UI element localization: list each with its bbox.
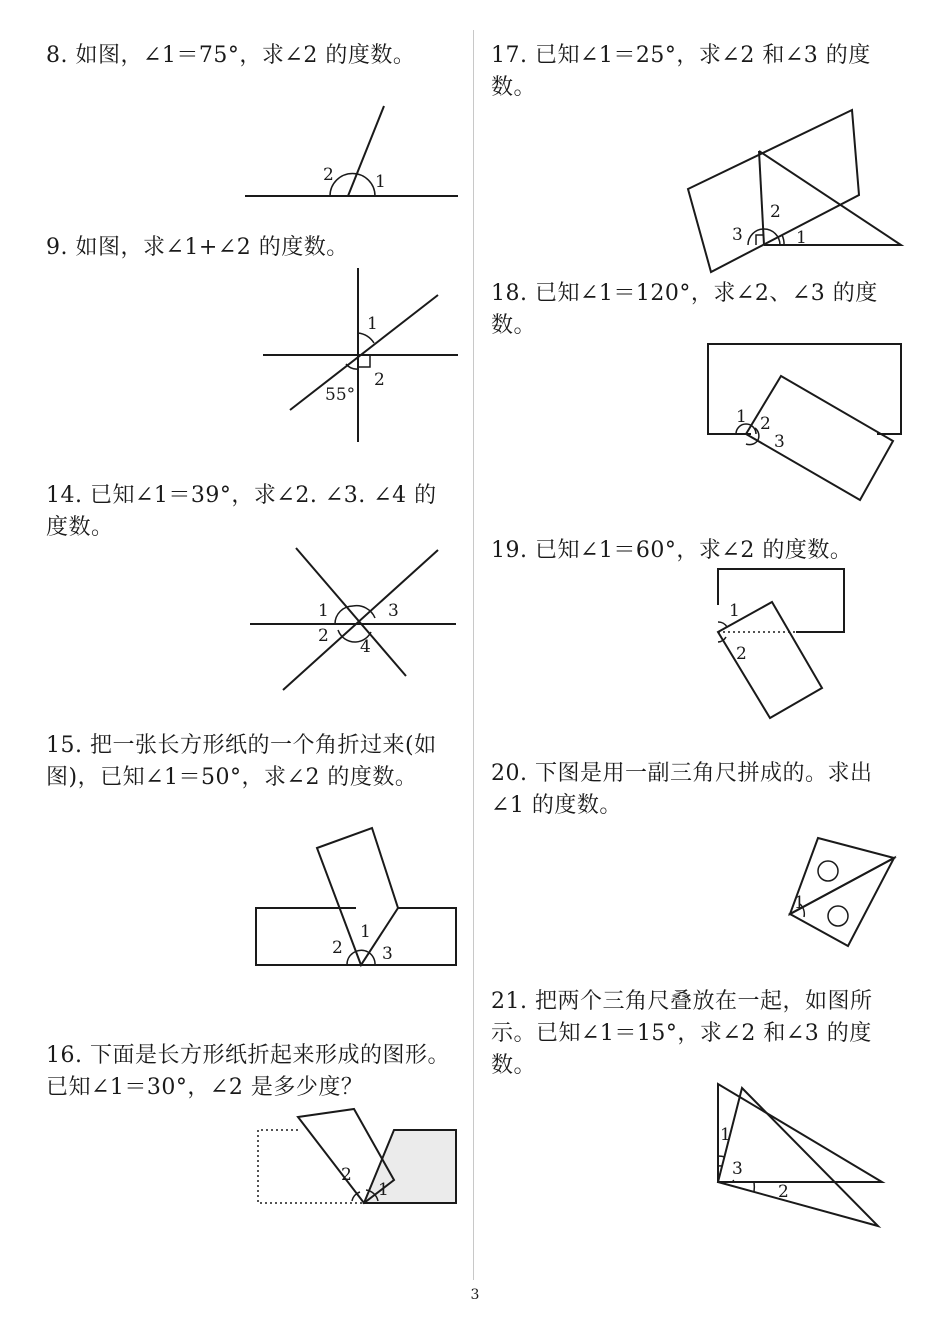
label-angle-2: 2 [332, 938, 343, 958]
column-divider [473, 30, 474, 1280]
label-angle-1: 1 [367, 314, 378, 334]
question-8: 8. 如图，∠1＝75°，求∠2 的度数。 [46, 43, 416, 68]
figure-q8 [240, 100, 465, 205]
label-angle-1: 1 [378, 1180, 389, 1200]
label-angle-1: 1 [794, 893, 805, 913]
label-angle-3: 3 [388, 601, 399, 621]
figure-q20 [786, 832, 906, 952]
label-angle-3: 3 [732, 225, 743, 245]
question-21: 21. 把两个三角尺叠放在一起，如图所示。已知∠1＝15°，求∠2 和∠3 的度数。 [491, 989, 873, 1078]
figure-q19 [712, 566, 852, 726]
question-16: 16. 下面是长方形纸折起来形成的图形。已知∠1＝30°，∠2 是多少度？ [46, 1043, 450, 1100]
label-angle-1: 1 [720, 1125, 731, 1145]
question-17: 17. 已知∠1＝25°，求∠2 和∠3 的度数。 [491, 43, 871, 100]
label-angle-2: 2 [323, 165, 334, 185]
figure-q9 [260, 265, 460, 445]
label-angle-1: 1 [360, 922, 371, 942]
label-angle-1: 1 [796, 228, 807, 248]
label-55-degrees: 55° [325, 385, 356, 405]
label-angle-1: 1 [375, 172, 386, 192]
page-number: 3 [470, 1287, 480, 1303]
figure-q16 [254, 1105, 460, 1210]
figure-q21 [712, 1080, 892, 1230]
label-angle-2: 2 [736, 644, 747, 664]
label-angle-4: 4 [360, 637, 371, 657]
label-angle-1: 1 [736, 407, 747, 427]
label-angle-3: 3 [774, 432, 785, 452]
label-angle-2: 2 [760, 414, 771, 434]
question-9: 9. 如图，求∠1+∠2 的度数。 [46, 235, 349, 260]
figure-q14 [248, 540, 458, 700]
figure-q15 [254, 825, 460, 970]
question-19: 19. 已知∠1＝60°，求∠2 的度数。 [491, 538, 853, 563]
figure-q17 [686, 105, 906, 280]
label-angle-3: 3 [382, 944, 393, 964]
label-angle-1: 1 [318, 601, 329, 621]
label-angle-2: 2 [374, 370, 385, 390]
question-15: 15. 把一张长方形纸的一个角折过来(如图)，已知∠1＝50°，求∠2 的度数。 [46, 733, 437, 790]
label-angle-2: 2 [318, 626, 329, 646]
figure-q18 [706, 340, 906, 505]
question-18: 18. 已知∠1＝120°，求∠2、∠3 的度数。 [491, 281, 878, 338]
label-angle-3: 3 [732, 1159, 743, 1179]
question-20: 20. 下图是用一副三角尺拼成的。求出∠1 的度数。 [491, 761, 873, 818]
label-angle-1: 1 [729, 601, 740, 621]
label-angle-2: 2 [770, 202, 781, 222]
label-angle-2: 2 [778, 1182, 789, 1202]
question-14: 14. 已知∠1＝39°，求∠2. ∠3. ∠4 的度数。 [46, 483, 437, 540]
label-angle-2: 2 [341, 1165, 352, 1185]
